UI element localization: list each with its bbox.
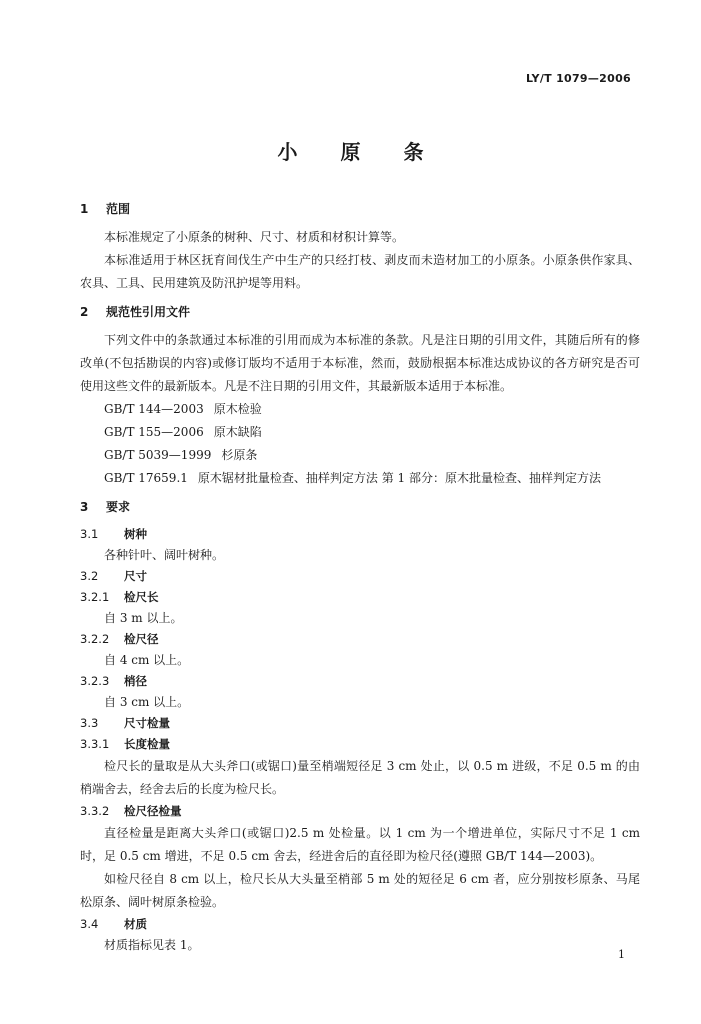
reference-item bbox=[80, 421, 640, 444]
paragraph: 下列文件中的条款通过本标准的引用而成为本标准的条款。凡是注日期的引用文件，其随后所有的修改单(不包括勘误的内容)或修订版均不适用于本标准，然而，鼓励根据本标准达成协议的各方研究是否可使用这些文件的最新版本。凡是不注日期的引用文件，其最新版本适用于本标准。 bbox=[80, 333, 640, 393]
subsection-text: 自 3 cm 以上。 bbox=[104, 695, 190, 709]
reference-title: 原木检验 bbox=[213, 402, 262, 416]
paragraph: 检尺长的量取是从大头斧口(或锯口)量至梢端短径足 3 cm 处止，以 0.5 m 进级，不足 0.5 m 的由梢端舍去，经舍去后的长度为检尺长。 bbox=[80, 759, 640, 796]
subsection-heading: 3.4 材质 bbox=[80, 917, 147, 931]
section-number: 2 bbox=[80, 305, 89, 319]
subsection-text: 自 4 cm 以上。 bbox=[104, 653, 190, 667]
section-number: 1 bbox=[80, 202, 89, 216]
subsection-heading: 3.2.2 检尺径 bbox=[80, 632, 159, 646]
document-title: 小 原 条 bbox=[277, 140, 442, 164]
subsection-text: 各种针叶、阔叶树种。 bbox=[104, 548, 225, 562]
reference-title: 原木缺陷 bbox=[213, 425, 262, 439]
subsection-text: 自 3 m 以上。 bbox=[104, 611, 183, 625]
paragraph: 如检尺径自 8 cm 以上，检尺长从大头量至梢部 5 m 处的短径足 6 cm 者，应分别按杉原条、马尾松原条、阔叶树原条检验。 bbox=[80, 872, 640, 909]
reference-code: GB/T 155—2006 bbox=[104, 425, 204, 439]
subsection-heading: 3.2.1 检尺长 bbox=[80, 590, 159, 604]
subsection-heading: 3.1 树种 bbox=[80, 527, 147, 541]
section-heading-scope bbox=[80, 198, 640, 220]
subsection-heading: 3.2.3 梢径 bbox=[80, 674, 147, 688]
section-heading-requirements bbox=[80, 496, 640, 518]
reference-code: GB/T 17659.1 bbox=[104, 471, 188, 485]
reference-title: 杉原条 bbox=[221, 448, 258, 462]
subsection-heading: 3.3.2 检尺径检量 bbox=[80, 804, 182, 818]
paragraph: 本标准规定了小原条的树种、尺寸、材质和材积计算等。 bbox=[104, 230, 405, 244]
reference-code: GB/T 5039—1999 bbox=[104, 448, 212, 462]
section-title: 要求 bbox=[106, 500, 131, 514]
paragraph: 直径检量是距离大头斧口(或锯口)2.5 m 处检量。以 1 cm 为一个增进单位，实际尺寸不足 1 cm 时，足 0.5 cm 增进，不足 0.5 cm 舍去，经进舍后的直径即为检尺径(遵照 GB/T 144—2003)。 bbox=[80, 826, 640, 863]
reference-item bbox=[80, 444, 640, 467]
reference-item bbox=[80, 467, 640, 490]
section-title: 范围 bbox=[106, 202, 131, 216]
reference-title: 原木锯材批量检查、抽样判定方法 第 1 部分：原木批量检查、抽样判定方法 bbox=[197, 471, 601, 485]
subsection-heading: 3.2 尺寸 bbox=[80, 569, 147, 583]
reference-item bbox=[80, 398, 640, 421]
section-heading-normative-references bbox=[80, 301, 640, 323]
subsection-heading: 3.3 尺寸检量 bbox=[80, 716, 170, 730]
standard-code: LY/T 1079—2006 bbox=[525, 72, 631, 85]
paragraph: 本标准适用于林区抚育间伐生产中生产的只经打枝、剥皮而未造材加工的小原条。小原条供作家具、农具、工具、民用建筑及防汛护堤等用料。 bbox=[80, 253, 640, 290]
subsection-text: 材质指标见表 1。 bbox=[104, 938, 200, 952]
reference-code: GB/T 144—2003 bbox=[104, 402, 204, 416]
section-title: 规范性引用文件 bbox=[106, 305, 191, 319]
document-body bbox=[80, 192, 640, 956]
section-number: 3 bbox=[80, 500, 89, 514]
subsection-heading: 3.3.1 长度检量 bbox=[80, 737, 170, 751]
page-number: 1 bbox=[618, 948, 625, 961]
